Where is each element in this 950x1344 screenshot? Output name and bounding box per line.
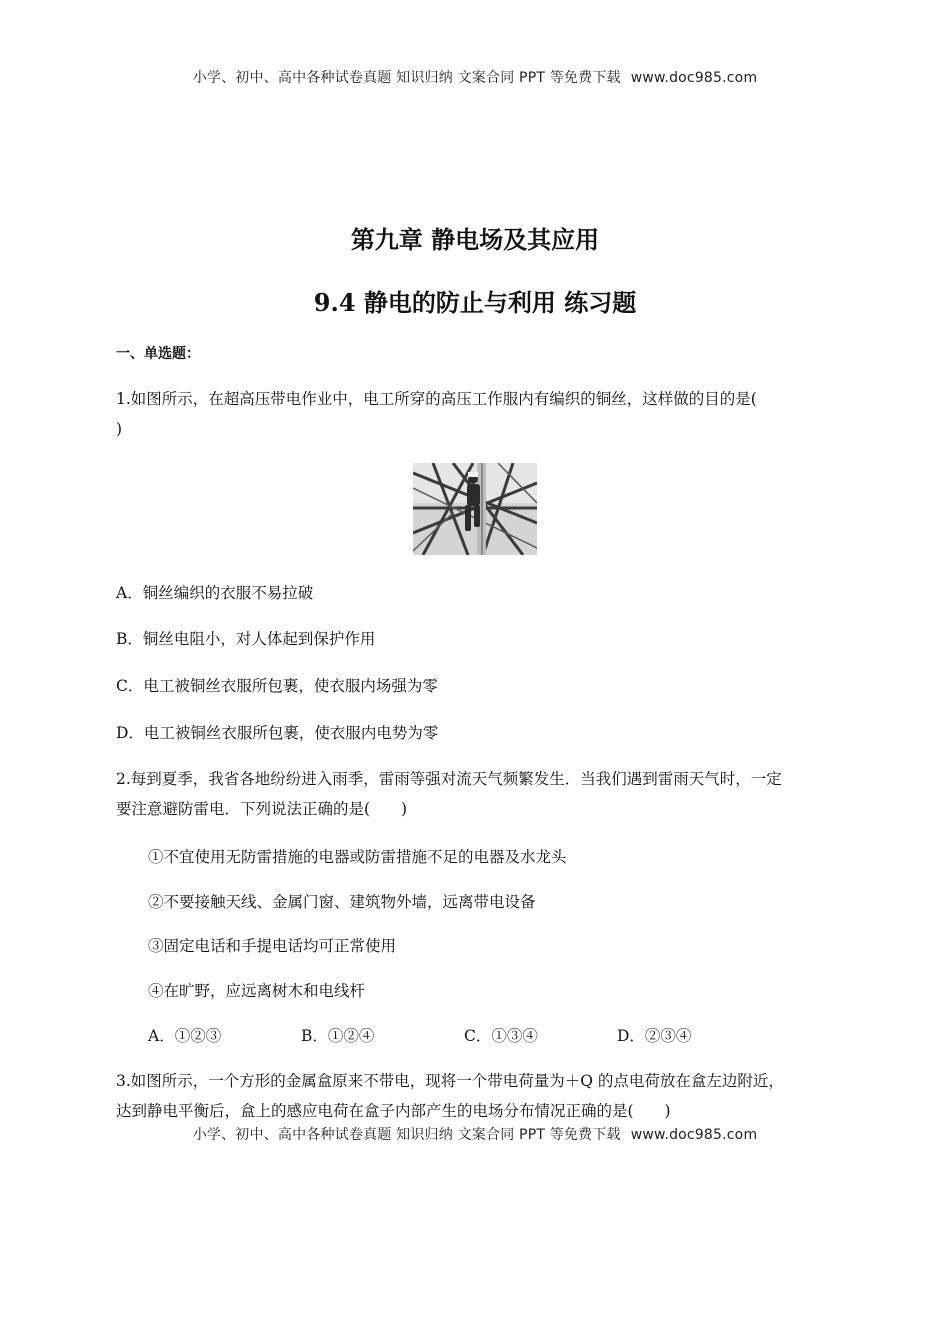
- question-1-option-c: C．电工被铜丝衣服所包裹，使衣服内场强为零: [116, 677, 438, 695]
- question-3-stem-line2: 达到静电平衡后，盒上的感应电荷在盒子内部产生的电场分布情况正确的是( ): [116, 1102, 671, 1120]
- question-1-stem-line2: ): [116, 420, 123, 438]
- question-2-stem-line1: 2.每到夏季，我省各地纷纷进入雨季，雷雨等强对流天气频繁发生．当我们遇到雷雨天气时，一定: [116, 770, 782, 788]
- question-1-option-d: D．电工被铜丝衣服所包裹，使衣服内电势为零: [116, 724, 439, 742]
- header-banner: [0, 67, 950, 87]
- part-heading: 一、单选题：: [116, 346, 200, 362]
- chapter-title: 第九章 静电场及其应用: [350, 225, 600, 254]
- question-2-choice-a: A．①②③: [148, 1027, 222, 1045]
- question-2-stem: [116, 764, 840, 824]
- question-1-option-b: B．铜丝电阻小，对人体起到保护作用: [116, 630, 376, 648]
- question-2-statement-4: ④在旷野，应远离树木和电线杆: [148, 982, 366, 1000]
- question-1-stem: [116, 384, 840, 444]
- question-3-stem-line1: 3.如图所示，一个方形的金属盒原来不带电，现将一个带电荷量为＋Q 的点电荷放在盒左边附近，: [116, 1072, 784, 1090]
- question-1-stem-line1: 1.如图所示，在超高压带电作业中，电工所穿的高压工作服内有编织的铜丝，这样做的目的是(: [116, 390, 757, 408]
- footer-banner-url[interactable]: www.doc985.com: [630, 1127, 758, 1143]
- question-2-choice-c: C．①③④: [464, 1027, 538, 1045]
- electrician-tower-photo: [413, 463, 537, 555]
- header-banner-url[interactable]: www.doc985.com: [630, 70, 758, 86]
- question-2-choice-b: B．①②④: [301, 1027, 375, 1045]
- section-title: 9.4 静电的防止与利用 练习题: [313, 288, 637, 317]
- footer-banner: [0, 1124, 950, 1144]
- question-2-statement-1: ①不宜使用无防雷措施的电器或防雷措施不足的电器及水龙头: [148, 848, 567, 866]
- header-banner-text: 小学、初中、高中各种试卷真题 知识归纳 文案合同 PPT 等免费下载: [192, 70, 621, 86]
- question-2-statement-3: ③固定电话和手提电话均可正常使用: [148, 937, 397, 955]
- question-2-stem-line2: 要注意避防雷电．下列说法正确的是( ): [116, 800, 408, 818]
- question-2-statement-2: ②不要接触天线、金属门窗、建筑物外墙，远离带电设备: [148, 893, 536, 911]
- question-1-option-a: A．铜丝编织的衣服不易拉破: [116, 584, 314, 602]
- question-3-stem: [116, 1066, 840, 1126]
- question-2-choice-d: D．②③④: [617, 1027, 692, 1045]
- footer-banner-text: 小学、初中、高中各种试卷真题 知识归纳 文案合同 PPT 等免费下载: [192, 1127, 621, 1143]
- tower-image: [413, 463, 537, 555]
